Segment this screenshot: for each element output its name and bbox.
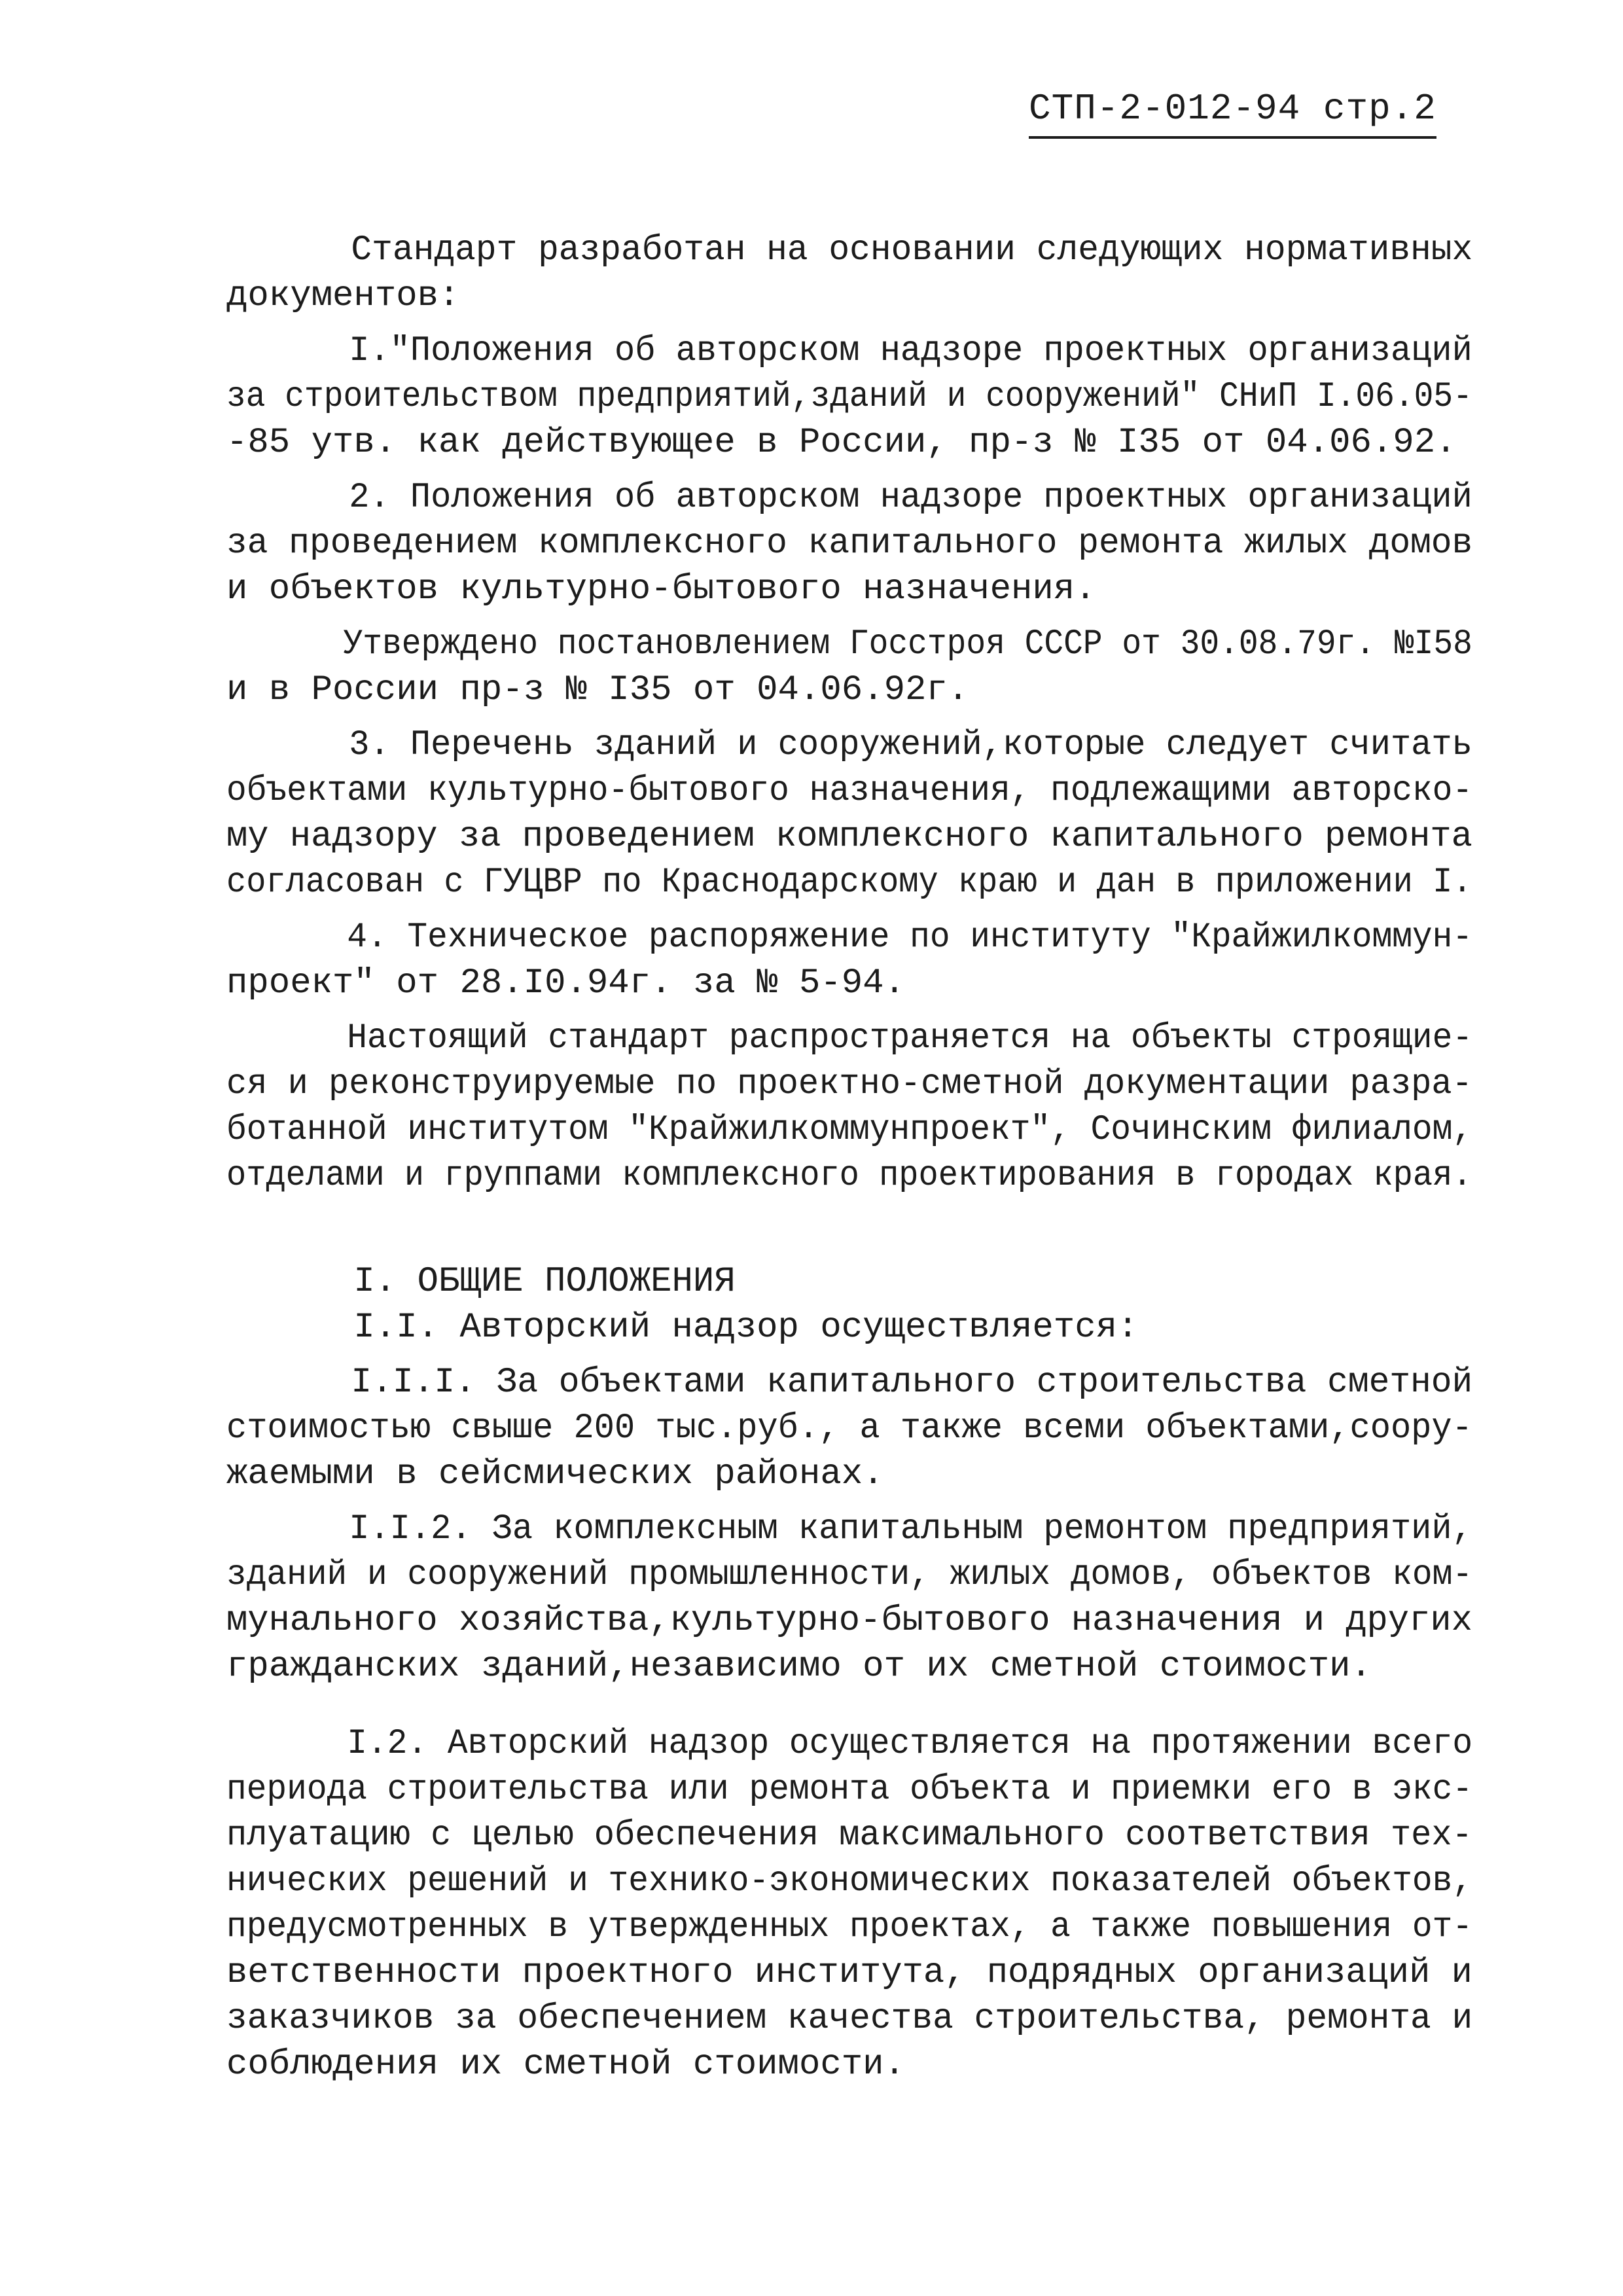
text-line: заказчиков за обеспечением качества строительства, ремонта и	[226, 1999, 1473, 2039]
text-line: отделами и группами комплексного проектирования в городах края.	[226, 1156, 1472, 1196]
text-line: гражданских зданий,независимо от их сметной стоимости.	[226, 1647, 1372, 1687]
text-line: I.I. Авторский надзор осуществляется:	[226, 1308, 1139, 1348]
text-line: плуатацию с целью обеспечения максимального соответствия тех-	[226, 1816, 1472, 1856]
text-line: согласован с ГУЦВР по Краснодарскому краю и дан в приложении I.	[226, 863, 1472, 903]
text-line: мунального хозяйства,культурно-бытового назначения и других	[226, 1601, 1472, 1641]
text-line: проект" от 28.I0.94г. за № 5-94.	[226, 963, 905, 1003]
text-line: документов:	[226, 276, 460, 316]
page-header: СТП-2-012-94 стр.2	[1029, 88, 1436, 139]
text-line: I.I.2. За комплексным капитальным ремонтом предприятий,	[226, 1509, 1472, 1549]
text-line: 4. Техническое распоряжение по институту "Крайжилкоммун-	[226, 918, 1473, 958]
text-line: за строительством предприятий,зданий и сооружений" СНиП I.06.05-	[226, 377, 1472, 417]
text-line: соблюдения их сметной стоимости.	[226, 2045, 905, 2085]
text-line: I."Положения об авторском надзоре проектных организаций	[226, 331, 1472, 371]
text-line: и объектов культурно-бытового назначения.	[226, 569, 1096, 609]
text-line: предусмотренных в утвержденных проектах, а также повышения от-	[226, 1907, 1473, 1947]
text-line: 3. Перечень зданий и сооружений,которые следует считать	[226, 725, 1472, 765]
text-line: I.I.I. За объектами капитального строительства сметной	[226, 1363, 1473, 1403]
text-line: объектами культурно-бытового назначения, подлежащими авторско-	[226, 771, 1473, 811]
text-line: 2. Положения об авторском надзоре проектных организаций	[226, 478, 1472, 518]
text-line: за проведением комплексного капитального ремонта жилых домов	[226, 524, 1473, 564]
text-line: Настоящий стандарт распространяется на объекты строящие-	[226, 1018, 1473, 1058]
text-line: I.2. Авторский надзор осуществляется на протяжении всего	[226, 1724, 1473, 1764]
text-line: нических решений и технико-экономических показателей объектов,	[226, 1861, 1473, 1901]
text-line: ся и реконструируемые по проектно-сметной документации разра-	[226, 1064, 1472, 1104]
text-line: стоимостью свыше 200 тыс.руб., а также всеми объектами,соору-	[226, 1408, 1472, 1448]
text-line: Утверждено постановлением Госстроя СССР от 30.08.79г. №I58	[226, 624, 1472, 664]
text-line: ветственности проектного института, подрядных организаций и	[226, 1953, 1472, 1993]
text-line: периода строительства или ремонта объекта и приемки его в экс-	[226, 1770, 1473, 1810]
text-line: ботанной институтом "Крайжилкоммунпроект", Сочинским филиалом,	[226, 1110, 1473, 1150]
text-line: му надзору за проведением комплексного капитального ремонта	[226, 817, 1472, 857]
text-line: зданий и сооружений промышленности, жилых домов, объектов ком-	[226, 1555, 1473, 1595]
text-line: I. ОБЩИЕ ПОЛОЖЕНИЯ	[226, 1262, 736, 1302]
text-line: Стандарт разработан на основании следующих нормативных	[226, 230, 1473, 270]
text-line: жаемыми в сейсмических районах.	[226, 1454, 884, 1494]
text-line: и в России пр-з № I35 от 04.06.92г.	[226, 670, 969, 710]
text-line: -85 утв. как действующее в России, пр-з № I35 от 04.06.92.	[226, 423, 1457, 463]
